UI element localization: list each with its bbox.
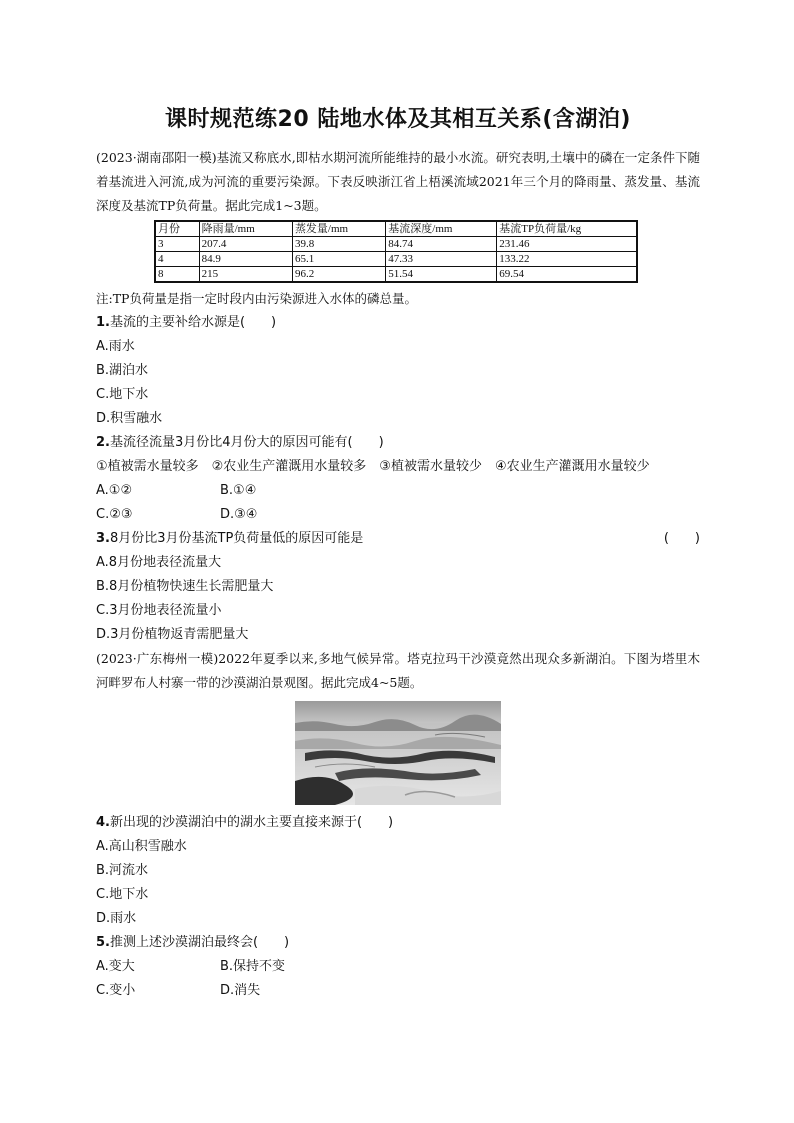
- question-2-statements: ①植被需水量较多 ②农业生产灌溉用水量较多 ③植被需水量较少 ④农业生产灌溉用水量较少: [96, 459, 650, 474]
- table-cell: 65.1: [292, 252, 385, 267]
- intro-passage-1: (2023·湖南邵阳一模)基流又称底水,即枯水期河流所能维持的最小水流。研究表明,土壤中的磷在一定条件下随着基流进入河流,成为河流的重要污染源。下表反映浙江省上梧溪流域2021年三个月的降雨量、蒸发量、基流深度及基流TP负荷量。据此完成1~3题。: [96, 150, 700, 213]
- table-header-cell: 基流深度/mm: [386, 221, 497, 237]
- table-cell: 231.46: [497, 237, 637, 252]
- answer-parentheses: ( ): [663, 531, 700, 546]
- option-b: B.湖泊水: [96, 363, 149, 378]
- question-3: [96, 527, 700, 551]
- question-text: 基流的主要补给水源是( ): [109, 315, 277, 330]
- question-text: 8月份比3月份基流TP负荷量低的原因可能是: [109, 531, 364, 546]
- question-number: 4.: [96, 815, 110, 830]
- question-text: 基流径流量3月份比4月份大的原因可能有( ): [109, 435, 384, 450]
- options-row: [96, 479, 700, 503]
- option-a: A.高山积雪融水: [96, 839, 187, 854]
- table-cell: 47.33: [386, 252, 497, 267]
- option-b: B.保持不变: [220, 959, 286, 974]
- table-row: [155, 252, 637, 267]
- option-d: D.雨水: [96, 911, 137, 926]
- table-cell: 8: [155, 267, 199, 283]
- table-cell: 215: [199, 267, 292, 283]
- question-text: 推测上述沙漠湖泊最终会( ): [109, 935, 290, 950]
- table-cell: 4: [155, 252, 199, 267]
- table-cell: 84.74: [386, 237, 497, 252]
- table-row: [155, 267, 637, 283]
- question-1: [96, 311, 700, 335]
- option-c: C.变小: [96, 983, 136, 998]
- table-header-cell: 月份: [155, 221, 199, 237]
- option-b: B.8月份植物快速生长需肥量大: [96, 579, 274, 594]
- option-b: B.河流水: [96, 863, 149, 878]
- options-row: [96, 955, 700, 979]
- option-c: C.地下水: [96, 387, 149, 402]
- worksheet-page: [96, 104, 700, 1003]
- table-cell: 51.54: [386, 267, 497, 283]
- question-number: 1.: [96, 315, 110, 330]
- data-table: [154, 220, 638, 283]
- option-b: B.①④: [220, 483, 257, 498]
- option-c: C.3月份地表径流量小: [96, 603, 222, 618]
- option-a: A.①②: [96, 483, 133, 498]
- desert-lake-photo: [295, 701, 501, 805]
- intro-passage-2: (2023·广东梅州一模)2022年夏季以来,多地气候异常。塔克拉玛干沙漠竟然出现众多新湖泊。下图为塔里木河畔罗布人村寨一带的沙漠湖泊景观图。据此完成4~5题。: [96, 651, 700, 690]
- option-d: D.积雪融水: [96, 411, 163, 426]
- table-header-row: [155, 221, 637, 237]
- option-c: C.②③: [96, 507, 133, 522]
- page-title: 课时规范练20 陆地水体及其相互关系(含湖泊): [165, 107, 631, 132]
- table-cell: 3: [155, 237, 199, 252]
- question-number: 3.: [96, 531, 110, 546]
- options-row: [96, 503, 700, 527]
- table-note: 注:TP负荷量是指一定时段内由污染源进入水体的磷总量。: [96, 291, 417, 306]
- table-cell: 96.2: [292, 267, 385, 283]
- table-cell: 133.22: [497, 252, 637, 267]
- table-cell: 39.8: [292, 237, 385, 252]
- question-2: [96, 431, 700, 455]
- option-d: D.消失: [220, 983, 261, 998]
- option-c: C.地下水: [96, 887, 149, 902]
- table-header-cell: 蒸发量/mm: [292, 221, 385, 237]
- question-number: 2.: [96, 435, 110, 450]
- option-a: A.8月份地表径流量大: [96, 555, 222, 570]
- table-cell: 207.4: [199, 237, 292, 252]
- question-5: [96, 931, 700, 955]
- table-header-cell: 降雨量/mm: [199, 221, 292, 237]
- option-d: D.③④: [220, 507, 258, 522]
- question-4: [96, 811, 700, 835]
- table-row: [155, 237, 637, 252]
- question-text: 新出现的沙漠湖泊中的湖水主要直接来源于( ): [109, 815, 394, 830]
- option-d: D.3月份植物返青需肥量大: [96, 627, 249, 642]
- question-number: 5.: [96, 935, 110, 950]
- option-a: A.变大: [96, 959, 135, 974]
- table-cell: 69.54: [497, 267, 637, 283]
- options-row: [96, 979, 700, 1003]
- table-header-cell: 基流TP负荷量/kg: [497, 221, 637, 237]
- option-a: A.雨水: [96, 339, 135, 354]
- table-cell: 84.9: [199, 252, 292, 267]
